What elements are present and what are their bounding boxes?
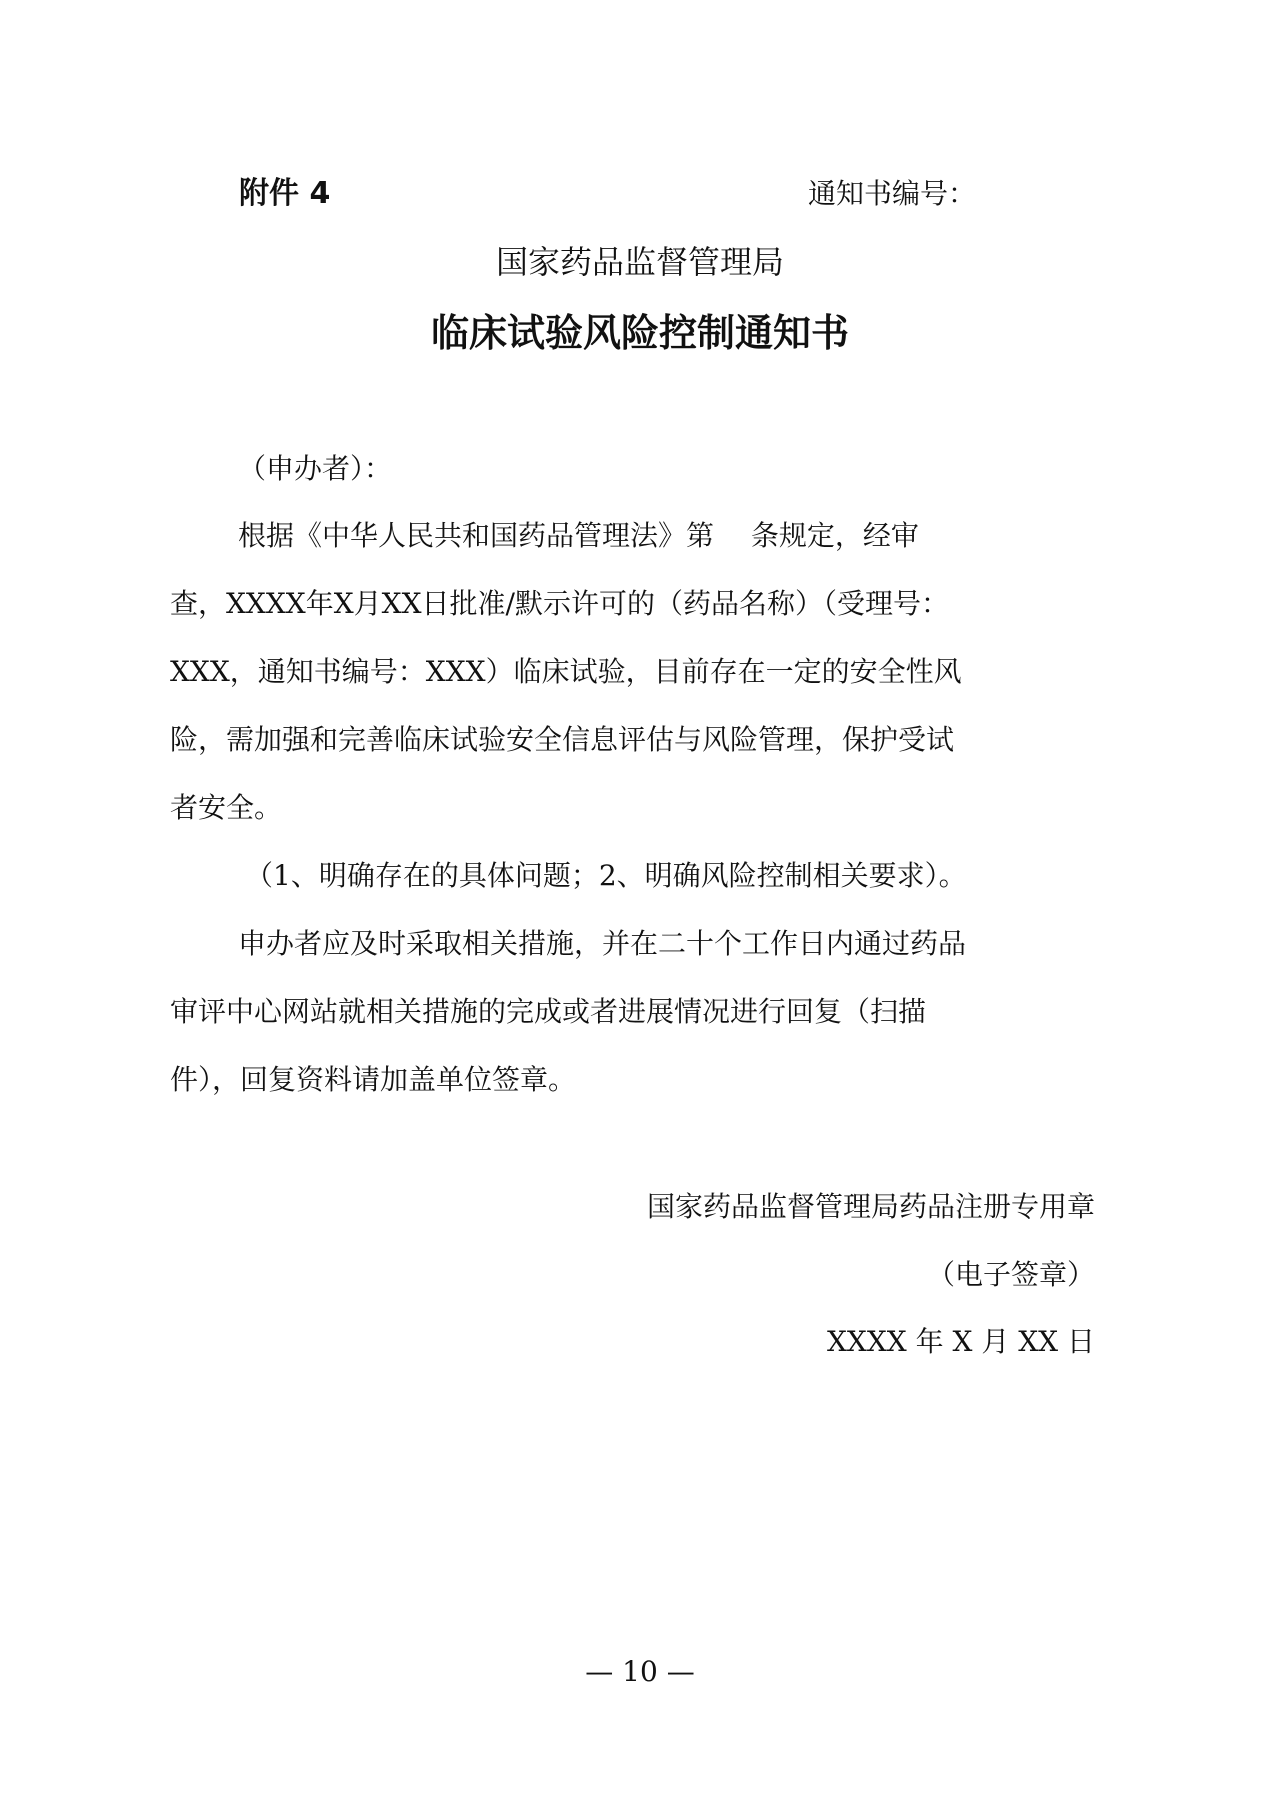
document-title: 临床试验风险控制通知书 [430,311,849,355]
body-p1-line-2: 查，XXXX年X月XX日批准/默示许可的（药品名称）（受理号： [170,587,949,620]
body-p2: （1、明确存在的具体问题；2、明确风险控制相关要求）。 [245,859,967,892]
body-p1-line-4: 险，需加强和完善临床试验安全信息评估与风险管理，保护受试 [170,723,955,756]
body-p1-line-3: XXX，通知书编号：XXX）临床试验，目前存在一定的安全性风 [170,655,962,688]
body-p3-line-2: 审评中心网站就相关措施的完成或者进展情况进行回复（扫描 [170,995,927,1028]
body-p1-line-1: 根据《中华人民共和国药品管理法》第 条规定，经审 [238,519,919,552]
footer-date: XXXX 年 X 月 XX 日 [826,1325,1095,1358]
issuer-heading: 国家药品监督管理局 [495,243,784,281]
body-p1-line-5: 者安全。 [170,791,283,824]
notice-number-label: 通知书编号： [808,177,977,210]
applicant-salutation: （申办者）： [238,452,393,485]
attachment-label: 附件 4 [239,176,331,211]
body-p3-line-1: 申办者应及时采取相关措施，并在二十个工作日内通过药品 [238,927,967,960]
page-number: — 10 — [585,1655,695,1688]
body-p3-line-3: 件），回复资料请加盖单位签章。 [170,1063,577,1096]
footer-organization: 国家药品监督管理局药品注册专用章 [646,1190,1095,1223]
footer-electronic-signature: （电子签章） [926,1258,1095,1291]
